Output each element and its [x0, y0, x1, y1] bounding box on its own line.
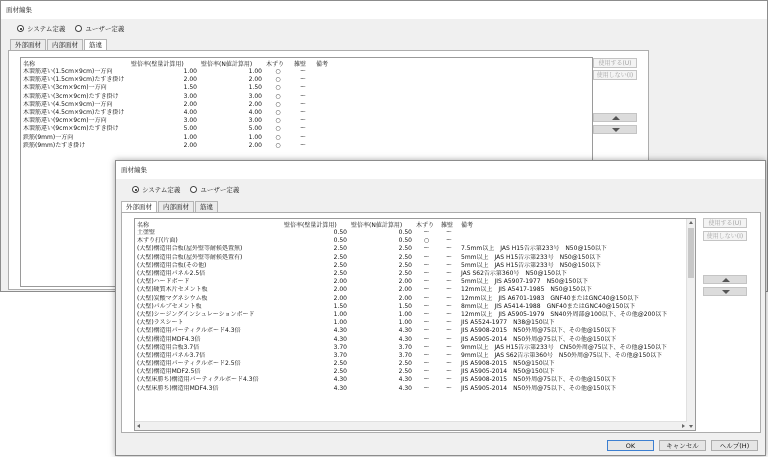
table-row[interactable] — [135, 327, 685, 335]
cell-kizuri: ー — [423, 302, 430, 310]
cell-name: 木製筋違い(4.5cm×9cm)たすき掛け — [23, 109, 125, 117]
cell-n-ratio: 2.00 — [248, 100, 262, 108]
cell-name: 木製筋違い(9cm×9cm)たすき掛け — [23, 125, 119, 133]
cell-n-ratio: 1.00 — [248, 68, 262, 76]
front-col-n-ratio[interactable]: 壁倍率(N値計算用) — [351, 221, 403, 229]
front-list-horizontal-scrollbar[interactable] — [135, 421, 687, 430]
back-radio-system[interactable] — [17, 24, 65, 33]
cell-name: 木製筋違い(3cm×9cm)たすき掛け — [23, 92, 119, 100]
front-table-header — [135, 219, 685, 229]
cell-zatsukabe: ー — [299, 100, 306, 108]
cell-kizuri: ○ — [275, 141, 281, 149]
cell-kizuri: ○ — [423, 237, 430, 245]
front-radio-user[interactable] — [190, 185, 239, 194]
cell-kizuri: ー — [423, 245, 430, 253]
table-row[interactable] — [21, 93, 341, 101]
cell-kizuri: ○ — [275, 92, 281, 100]
back-table-header — [21, 58, 341, 68]
cell-wall-ratio: 1.00 — [183, 68, 197, 76]
cell-name: 木製筋違い(9cm×9cm)一方向 — [23, 117, 107, 125]
table-row[interactable] — [135, 344, 685, 352]
cell-zatsukabe: ー — [445, 294, 452, 302]
cell-name: (大壁)硬質木片セメント板 — [137, 286, 208, 294]
front-move-down-button[interactable] — [703, 287, 747, 296]
cell-wall-ratio: 4.30 — [333, 335, 347, 343]
front-radio-system-label: システム定義 — [142, 186, 181, 194]
cell-zatsukabe: ー — [445, 319, 452, 327]
front-tab-exterior[interactable]: 外部面材 — [121, 201, 157, 213]
cell-n-ratio: 2.50 — [398, 368, 412, 376]
front-use-button[interactable]: 使用する(U) — [703, 218, 747, 228]
cell-notes: 5mm以上 JIS A5907-1977 N50@150以下 — [461, 278, 589, 286]
cell-n-ratio: 1.00 — [248, 133, 262, 141]
cell-n-ratio: 4.30 — [398, 376, 412, 384]
back-col-n-ratio[interactable]: 壁倍率(N値計算用) — [201, 60, 253, 68]
table-row[interactable] — [21, 109, 341, 117]
cell-n-ratio: 2.00 — [398, 294, 412, 302]
cell-notes — [314, 76, 341, 84]
cell-kizuri: ー — [423, 335, 430, 343]
cell-zatsukabe: ー — [299, 92, 306, 100]
front-window-title: 面材編集 — [121, 166, 147, 174]
table-row[interactable] — [135, 303, 685, 311]
cell-notes: JIS A5905-2014 N50外周@75以下、その他@150以下 — [461, 384, 617, 392]
cell-notes — [314, 84, 341, 92]
table-row[interactable] — [135, 278, 685, 286]
cell-wall-ratio: 3.00 — [183, 117, 197, 125]
cell-name: (大壁)構造用MDF4.3倍 — [137, 335, 201, 343]
cell-wall-ratio: 1.00 — [333, 319, 347, 327]
cell-n-ratio: 3.70 — [398, 351, 412, 359]
cell-n-ratio: 4.30 — [398, 327, 412, 335]
table-row[interactable] — [21, 84, 341, 92]
cell-wall-ratio: 2.50 — [333, 270, 347, 278]
cell-kizuri: ー — [423, 278, 430, 286]
cell-wall-ratio: 1.00 — [333, 310, 347, 318]
table-row[interactable] — [135, 319, 685, 327]
front-move-up-button[interactable] — [703, 275, 747, 284]
back-radio-user[interactable] — [75, 24, 124, 33]
cell-zatsukabe: ー — [445, 310, 452, 318]
cell-wall-ratio: 2.00 — [333, 278, 347, 286]
cell-kizuri: ー — [423, 261, 430, 269]
cell-notes: 5mm以上 JAS H15告示第233号 N50@150以下 — [461, 253, 602, 261]
cell-notes — [314, 117, 341, 125]
cell-zatsukabe: ー — [299, 133, 306, 141]
cell-name: (大壁)構造用合板(その他) — [137, 261, 207, 269]
table-row[interactable] — [135, 245, 685, 253]
cell-kizuri: ー — [423, 368, 430, 376]
cell-notes — [314, 125, 341, 133]
front-col-zatsukabe[interactable]: 雑壁 — [441, 221, 454, 229]
cell-zatsukabe: ー — [445, 245, 452, 253]
cell-wall-ratio: 4.30 — [333, 327, 347, 335]
front-tab-bracing[interactable]: 筋違 — [195, 201, 218, 213]
cell-name: (大壁)炭酸マグネシウム板 — [137, 294, 208, 302]
cell-name: (大壁)構造用合板(屋外壁等耐候処置無) — [137, 245, 243, 253]
cell-wall-ratio: 2.50 — [333, 368, 347, 376]
cell-wall-ratio: 0.50 — [333, 229, 347, 237]
cell-notes: JIS A5908-2015 N50外周@75以下、その他@150以下 — [461, 327, 617, 335]
cell-zatsukabe: ー — [445, 302, 452, 310]
scroll-left-icon — [137, 424, 140, 428]
cell-notes: JIS A5905-2014 N50外周@75以下、その他@150以下 — [461, 335, 617, 343]
cell-notes: 8mm以上 JIS A5414-1988 GNF40またはGNC40@150以下 — [461, 302, 636, 310]
back-col-kizuri[interactable]: 木ずり — [266, 60, 285, 68]
cell-name: (大壁)構造用MDF2.5倍 — [137, 368, 201, 376]
cell-wall-ratio: 2.00 — [333, 286, 347, 294]
cell-wall-ratio: 2.00 — [183, 76, 197, 84]
back-move-up-button[interactable] — [593, 113, 637, 122]
table-row[interactable] — [135, 270, 685, 278]
cell-kizuri: ー — [423, 351, 430, 359]
arrow-up-icon — [722, 278, 730, 282]
cell-n-ratio: 0.50 — [398, 229, 412, 237]
table-row[interactable] — [135, 352, 685, 360]
back-title-bar[interactable] — [1, 1, 767, 19]
cell-name: 木製筋違い(1.5cm×9cm)たすき掛け — [23, 76, 125, 84]
cell-zatsukabe: ー — [445, 343, 452, 351]
cell-notes: JIS A5908-2015 N50外周@75以下、その他@150以下 — [461, 376, 617, 384]
scroll-up-icon — [689, 221, 693, 224]
cell-kizuri: ー — [423, 253, 430, 261]
cell-n-ratio: 2.00 — [248, 141, 262, 149]
front-list-scroll-thumb[interactable] — [688, 228, 694, 278]
cell-zatsukabe: ー — [445, 351, 452, 359]
cell-n-ratio: 2.00 — [398, 278, 412, 286]
cell-zatsukabe: ー — [445, 384, 452, 392]
cell-notes: 9mm以上 JAS S62告示第360号 N50外周@75以下、その他@150以下 — [461, 351, 663, 359]
cell-name: (大壁)パルプセメント板 — [137, 302, 202, 310]
cell-name: (大壁)構造用合板(屋外壁等耐候処置有) — [137, 253, 243, 261]
front-dialog-window — [115, 160, 766, 456]
cell-notes — [314, 101, 341, 109]
ok-button[interactable]: OK — [607, 440, 654, 451]
cell-zatsukabe: ー — [299, 84, 306, 92]
cell-n-ratio: 3.70 — [398, 343, 412, 351]
cell-n-ratio: 2.50 — [398, 253, 412, 261]
cell-name: (大壁床勝ち)構造用MDF4.3倍 — [137, 384, 219, 392]
cell-zatsukabe: ー — [445, 335, 452, 343]
front-col-notes[interactable]: 備考 — [461, 221, 474, 229]
cell-notes: JIS A5524-1977 N38@150以下 — [461, 319, 555, 327]
arrow-down-icon — [612, 128, 620, 132]
cell-kizuri: ー — [423, 286, 430, 294]
cell-n-ratio: 0.50 — [398, 237, 412, 245]
front-col-name[interactable]: 名称 — [137, 221, 150, 229]
cell-notes: JIS A5908-2015 N50@150以下 — [461, 360, 555, 368]
cell-wall-ratio: 1.00 — [183, 133, 197, 141]
table-row[interactable] — [135, 262, 685, 270]
cell-wall-ratio: 2.50 — [333, 360, 347, 368]
cell-wall-ratio: 2.00 — [183, 100, 197, 108]
cell-wall-ratio: 4.00 — [183, 109, 197, 117]
cell-n-ratio: 1.50 — [248, 84, 262, 92]
scroll-down-icon — [689, 425, 693, 428]
cell-wall-ratio: 1.50 — [183, 84, 197, 92]
cell-n-ratio: 2.50 — [398, 245, 412, 253]
cell-name: 木製筋違い(1.5cm×9cm)一方向 — [23, 68, 113, 76]
back-radio-system-label: システム定義 — [27, 25, 66, 33]
back-col-notes[interactable]: 備考 — [316, 60, 329, 68]
radio-selected-icon — [17, 25, 24, 32]
front-title-bar[interactable] — [116, 161, 765, 179]
cell-name: (大壁)構造用合板3.7倍 — [137, 343, 200, 351]
cell-zatsukabe: ー — [299, 76, 306, 84]
front-definition-radio-group — [132, 185, 239, 194]
cell-wall-ratio: 3.70 — [333, 351, 347, 359]
table-row[interactable] — [135, 237, 685, 245]
cell-kizuri: ー — [423, 327, 430, 335]
radio-unselected-icon — [75, 25, 82, 32]
front-tab-interior[interactable]: 内部面材 — [158, 201, 194, 213]
cell-n-ratio: 4.00 — [248, 109, 262, 117]
cell-n-ratio: 1.00 — [398, 310, 412, 318]
cell-zatsukabe: ー — [445, 253, 452, 261]
cell-notes — [459, 229, 685, 237]
cell-zatsukabe: ー — [445, 270, 452, 278]
back-definition-radio-group — [17, 24, 124, 33]
cell-name: (大壁)構造用パーティクルボード2.5倍 — [137, 360, 241, 368]
cell-kizuri: ー — [423, 294, 430, 302]
front-col-wall-ratio[interactable]: 壁倍率(壁量計算用) — [284, 221, 337, 229]
cell-kizuri: ー — [423, 384, 430, 392]
cell-kizuri: ○ — [275, 117, 281, 125]
cell-kizuri: ー — [423, 343, 430, 351]
cell-name: 木製筋違い(4.5cm×9cm)一方向 — [23, 100, 113, 108]
cell-n-ratio: 3.00 — [248, 117, 262, 125]
table-row[interactable] — [135, 254, 685, 262]
cell-notes — [314, 142, 341, 150]
cell-kizuri: ○ — [275, 84, 281, 92]
table-row[interactable] — [135, 295, 685, 303]
table-row[interactable] — [21, 76, 341, 84]
cell-wall-ratio: 0.50 — [333, 237, 347, 245]
table-row[interactable] — [135, 286, 685, 294]
back-move-down-button[interactable] — [593, 125, 637, 134]
cell-notes: 12mm以上 JIS A6701-1983 GNF40またはGNC40@150以下 — [461, 294, 640, 302]
cell-notes: 12mm以上 JIS A5417-1985 N50@150以下 — [461, 286, 592, 294]
cell-notes: 7.5mm以上 JAS H15告示第233号 N50@150以下 — [461, 245, 607, 253]
cell-kizuri: ー — [423, 310, 430, 318]
back-use-button[interactable]: 使用する(U) — [593, 58, 637, 68]
cell-kizuri: ー — [423, 229, 430, 237]
cell-name: (大壁床勝ち)構造用パーティクルボード4.3倍 — [137, 376, 259, 384]
cell-notes — [314, 109, 341, 117]
cell-wall-ratio: 2.50 — [333, 245, 347, 253]
cell-kizuri: ー — [423, 360, 430, 368]
cell-name: 木製筋違い(3cm×9cm)一方向 — [23, 84, 107, 92]
cell-wall-ratio: 5.00 — [183, 125, 197, 133]
cell-n-ratio: 2.00 — [398, 286, 412, 294]
cell-notes — [459, 237, 685, 245]
cell-n-ratio: 5.00 — [248, 125, 262, 133]
cell-n-ratio: 2.50 — [398, 261, 412, 269]
cell-zatsukabe: ー — [445, 368, 452, 376]
front-list-vertical-scrollbar[interactable] — [686, 219, 695, 430]
table-row[interactable] — [135, 368, 685, 376]
table-row[interactable] — [135, 376, 685, 384]
cell-zatsukabe: ー — [445, 327, 452, 335]
cell-zatsukabe: ー — [299, 109, 306, 117]
table-row[interactable] — [135, 335, 685, 343]
back-col-zatsukabe[interactable]: 雑壁 — [294, 60, 307, 68]
table-row[interactable] — [135, 360, 685, 368]
cell-notes: JIS A5905-2014 N50@150以下 — [461, 368, 555, 376]
cell-wall-ratio: 3.70 — [333, 343, 347, 351]
table-row[interactable] — [21, 101, 341, 109]
cell-notes: 5mm以上 JAS H15告示第233号 N50@150以下 — [461, 261, 602, 269]
cell-name: (大壁)構造用パネル3.7倍 — [137, 351, 206, 359]
cell-wall-ratio: 3.00 — [183, 92, 197, 100]
front-radio-user-label: ユーザー定義 — [200, 186, 240, 194]
cell-notes — [314, 93, 341, 101]
table-row[interactable] — [21, 142, 341, 150]
table-row[interactable] — [135, 311, 685, 319]
cell-wall-ratio: 1.50 — [333, 302, 347, 310]
front-col-kizuri[interactable]: 木ずり — [416, 221, 435, 229]
cell-n-ratio: 1.00 — [398, 319, 412, 327]
radio-selected-icon — [132, 186, 139, 193]
arrow-down-icon — [722, 290, 730, 294]
cell-n-ratio: 2.50 — [398, 270, 412, 278]
back-window-title: 面材編集 — [6, 6, 32, 14]
table-row[interactable] — [21, 125, 341, 133]
back-col-name[interactable]: 名称 — [23, 60, 36, 68]
cell-name: (大壁)ハードボード — [137, 278, 190, 286]
cell-name: 鉄筋(9mm)たすき掛け — [23, 141, 86, 149]
table-row[interactable] — [21, 134, 341, 142]
scroll-right-icon — [682, 424, 685, 428]
cell-name: (大壁)シージングインシュレーションボード — [137, 310, 255, 318]
cell-zatsukabe: ー — [445, 376, 452, 384]
front-unuse-button[interactable]: 使用しない(I) — [703, 231, 747, 241]
cell-notes: 9mm以上 JAS H15告示第233号 CN50外周@75以下、その他@150以下 — [461, 343, 667, 351]
cell-name: 木ずり打(片面) — [137, 237, 178, 245]
cell-n-ratio: 4.30 — [398, 335, 412, 343]
cell-wall-ratio: 2.50 — [333, 253, 347, 261]
cell-n-ratio: 4.30 — [398, 384, 412, 392]
cell-notes — [314, 68, 341, 76]
back-tab-exterior[interactable]: 外部面材 — [10, 39, 46, 51]
cell-n-ratio: 2.00 — [248, 76, 262, 84]
front-material-list[interactable] — [134, 218, 696, 431]
front-radio-system[interactable] — [132, 185, 180, 194]
cell-wall-ratio: 4.30 — [333, 384, 347, 392]
help-button[interactable]: ヘルプ(H) — [711, 440, 758, 451]
cell-kizuri: ○ — [275, 133, 281, 141]
cell-notes: JAS S62告示第360号 N50@150以下 — [461, 270, 567, 278]
cell-name: (大壁)ラスシート — [137, 319, 184, 327]
cell-notes — [314, 134, 341, 142]
cell-kizuri: ○ — [275, 76, 281, 84]
cell-kizuri: ー — [423, 270, 430, 278]
cell-n-ratio: 3.00 — [248, 92, 262, 100]
cell-name: 鉄筋(9mm)一方向 — [23, 133, 74, 141]
table-row[interactable] — [21, 68, 341, 76]
cell-n-ratio: 1.50 — [398, 302, 412, 310]
cell-notes: 12mm以上 JIS A5905-1979 SN40外周部@100以下、その他@200以下 — [461, 310, 668, 318]
table-row[interactable] — [135, 229, 685, 237]
cell-name: (大壁)構造用パーティクルボード4.3倍 — [137, 327, 241, 335]
cell-kizuri: ○ — [275, 125, 281, 133]
cell-zatsukabe: ー — [445, 237, 452, 245]
cell-n-ratio: 2.50 — [398, 360, 412, 368]
cell-name: (大壁)構造用パネル2.5倍 — [137, 270, 206, 278]
cell-zatsukabe: ー — [445, 286, 452, 294]
cell-wall-ratio: 2.00 — [333, 294, 347, 302]
cell-zatsukabe: ー — [445, 229, 452, 237]
cell-zatsukabe: ー — [445, 360, 452, 368]
back-unuse-button[interactable]: 使用しない(I) — [593, 70, 637, 80]
back-tab-bracing[interactable]: 筋違 — [84, 39, 107, 51]
cell-wall-ratio: 4.30 — [333, 376, 347, 384]
cell-kizuri: ー — [423, 376, 430, 384]
back-col-wall-ratio[interactable]: 壁倍率(壁量計算用) — [131, 60, 184, 68]
cell-wall-ratio: 2.50 — [333, 261, 347, 269]
radio-unselected-icon — [190, 186, 197, 193]
cell-zatsukabe: ー — [299, 68, 306, 76]
cell-kizuri: ー — [423, 319, 430, 327]
cell-zatsukabe: ー — [299, 117, 306, 125]
cell-kizuri: ○ — [275, 100, 281, 108]
arrow-up-icon — [612, 116, 620, 120]
back-radio-user-label: ユーザー定義 — [85, 25, 125, 33]
back-material-table — [21, 58, 341, 150]
cancel-button[interactable]: キャンセル — [659, 440, 706, 451]
back-tab-interior[interactable]: 内部面材 — [47, 39, 83, 51]
front-material-table — [135, 219, 685, 393]
cell-kizuri: ○ — [275, 68, 281, 76]
table-row[interactable] — [21, 117, 341, 125]
cell-zatsukabe: ー — [299, 125, 306, 133]
cell-zatsukabe: ー — [445, 278, 452, 286]
table-row[interactable] — [135, 385, 685, 393]
cell-kizuri: ○ — [275, 109, 281, 117]
cell-zatsukabe: ー — [445, 261, 452, 269]
front-tab-panel — [121, 212, 761, 433]
cell-wall-ratio: 2.00 — [183, 141, 197, 149]
cell-name: 土塗壁 — [137, 229, 156, 237]
cell-zatsukabe: ー — [299, 141, 306, 149]
